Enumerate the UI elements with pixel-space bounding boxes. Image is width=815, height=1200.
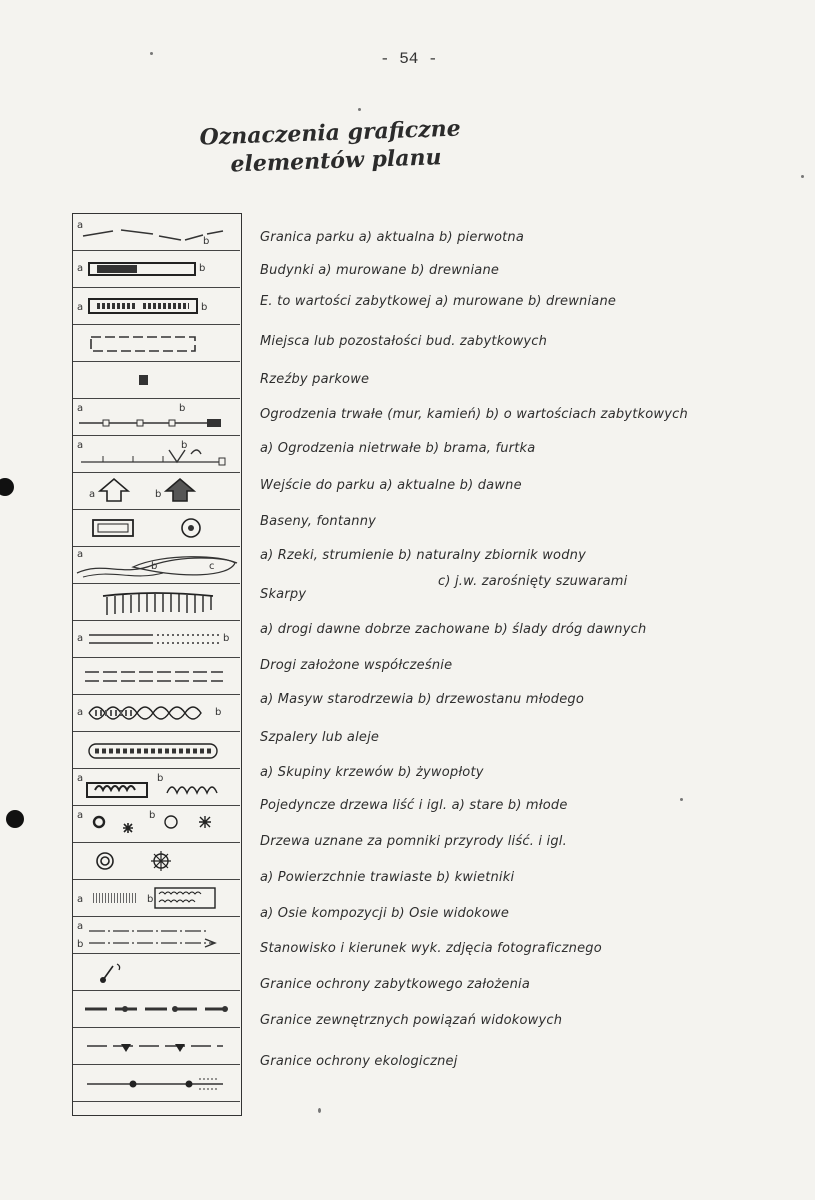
legend-text-shrubs: a) Skupiny krzewów b) żywopłoty [260, 765, 484, 780]
title-line-1: Oznaczenia graficzne [199, 115, 462, 151]
svg-text:a: a [89, 489, 96, 500]
symbol-rivers-streams [73, 547, 240, 584]
symbol-visual-boundary [73, 1028, 240, 1065]
svg-text:a: a [77, 220, 84, 231]
legend-symbol-column [72, 213, 242, 1116]
legend-text-permanent-fences: Ogrodzenia trwałe (mur, kamień) b) o wartościach zabytkowych [260, 407, 688, 422]
svg-text:b: b [199, 263, 206, 274]
svg-text:a: a [77, 403, 84, 414]
legend-text-ecological-boundary: Granice ochrony ekologicznej [260, 1054, 458, 1069]
symbol-park-boundary [73, 214, 240, 251]
legend-text-sculptures: Rzeźby parkowe [260, 372, 370, 387]
legend-text-temporary-fences: a) Ogrodzenia nietrwałe b) brama, furtka [260, 441, 536, 456]
legend-text-photo-stand: Stanowisko i kierunek wyk. zdjęcia fotograficznego [260, 941, 602, 956]
symbol-grass-surfaces [73, 880, 240, 917]
svg-text:b: b [201, 302, 208, 313]
symbol-old-roads [73, 621, 240, 658]
legend-text-historic-buildings: E. to wartości zabytkowej a) murowane b) drewniane [260, 294, 617, 309]
symbol-park-entrance [73, 473, 240, 510]
legend-text-composition-axes: a) Osie kompozycji b) Osie widokowe [260, 906, 510, 921]
symbol-protection-boundary [73, 991, 240, 1028]
page-number: - 54 - [380, 50, 438, 68]
svg-text:a: a [77, 633, 84, 644]
legend-text-monument-trees: Drzewa uznane za pomniki przyrody liść. i igl. [260, 834, 567, 849]
svg-text:a: a [77, 921, 84, 932]
title-line-2: elementów planu [230, 144, 442, 178]
legend-text-buildings: Budynki a) murowane b) drewniane [260, 263, 500, 278]
symbol-modern-roads [73, 658, 240, 695]
legend-text-pools-fountains: Baseny, fontanny [260, 514, 377, 529]
legend-text-old-roads: a) drogi dawne dobrze zachowane b) ślady dróg dawnych [260, 622, 647, 637]
svg-text:b: b [149, 810, 156, 821]
svg-text:b: b [147, 894, 154, 905]
legend-text-park-boundary: Granica parku a) aktualna b) pierwotna [260, 230, 525, 245]
svg-text:b: b [215, 707, 222, 718]
svg-text:b: b [77, 939, 84, 950]
symbol-historic-buildings [73, 288, 240, 325]
legend-text-modern-roads: Drogi założone współcześnie [260, 658, 453, 673]
svg-text:a: a [77, 549, 84, 560]
svg-text:a: a [77, 810, 84, 821]
symbol-pools-fountains [73, 510, 240, 547]
symbol-escarpments [73, 584, 240, 621]
symbol-buildings [73, 251, 240, 288]
legend-text-historic-sites: Miejsca lub pozostałości bud. zabytkowych [260, 334, 548, 349]
punch-hole-top [0, 478, 14, 496]
svg-text:b: b [203, 236, 210, 247]
page-title [199, 112, 521, 179]
speck [680, 798, 683, 801]
speck [150, 52, 153, 55]
symbol-single-trees [73, 806, 240, 843]
symbol-temporary-fences [73, 436, 240, 473]
legend-text-alleys: Szpalery lub aleje [260, 730, 380, 745]
svg-text:a: a [77, 894, 84, 905]
speck [358, 108, 361, 111]
symbol-tree-masses [73, 695, 240, 732]
symbol-historic-sites [73, 325, 240, 362]
legend-text-grass-surfaces: a) Powierzchnie trawiaste b) kwietniki [260, 870, 515, 885]
svg-text:a: a [77, 440, 84, 451]
symbol-photo-stand [73, 954, 240, 991]
symbol-sculptures [73, 362, 240, 399]
svg-text:b: b [157, 773, 164, 784]
legend-text-rivers-streams: a) Rzeki, strumienie b) naturalny zbiornik wodny [260, 548, 586, 563]
svg-text:b: b [181, 440, 188, 451]
speck [801, 175, 804, 178]
symbol-monument-trees [73, 843, 240, 880]
legend-text-visual-boundary: Granice zewnętrznych powiązań widokowych [260, 1013, 563, 1028]
speck [318, 1108, 321, 1113]
svg-text:b: b [179, 403, 186, 414]
legend-text-escarpments: Skarpy [260, 587, 307, 602]
legend-text-park-entrance: Wejście do parku a) aktualne b) dawne [260, 478, 522, 493]
legend-text-escarpments-extra: c) j.w. zarośnięty szuwarami [438, 574, 628, 589]
legend-text-protection-boundary: Granice ochrony zabytkowego założenia [260, 977, 531, 992]
svg-text:a: a [77, 263, 84, 274]
svg-text:b: b [155, 489, 162, 500]
legend-text-tree-masses: a) Masyw starodrzewia b) drzewostanu młodego [260, 692, 584, 707]
punch-hole-bottom [6, 810, 24, 828]
symbol-shrubs [73, 769, 240, 806]
legend-text-single-trees: Pojedyncze drzewa liść i igl. a) stare b) młode [260, 798, 568, 813]
svg-text:c: c [209, 561, 215, 572]
svg-text:a: a [77, 707, 84, 718]
svg-text:a: a [77, 302, 84, 313]
symbol-composition-axes [73, 917, 240, 954]
symbol-permanent-fences [73, 399, 240, 436]
svg-text:b: b [223, 633, 230, 644]
symbol-ecological-boundary [73, 1065, 240, 1102]
svg-text:b: b [151, 561, 158, 572]
svg-text:a: a [77, 773, 84, 784]
symbol-alleys [73, 732, 240, 769]
